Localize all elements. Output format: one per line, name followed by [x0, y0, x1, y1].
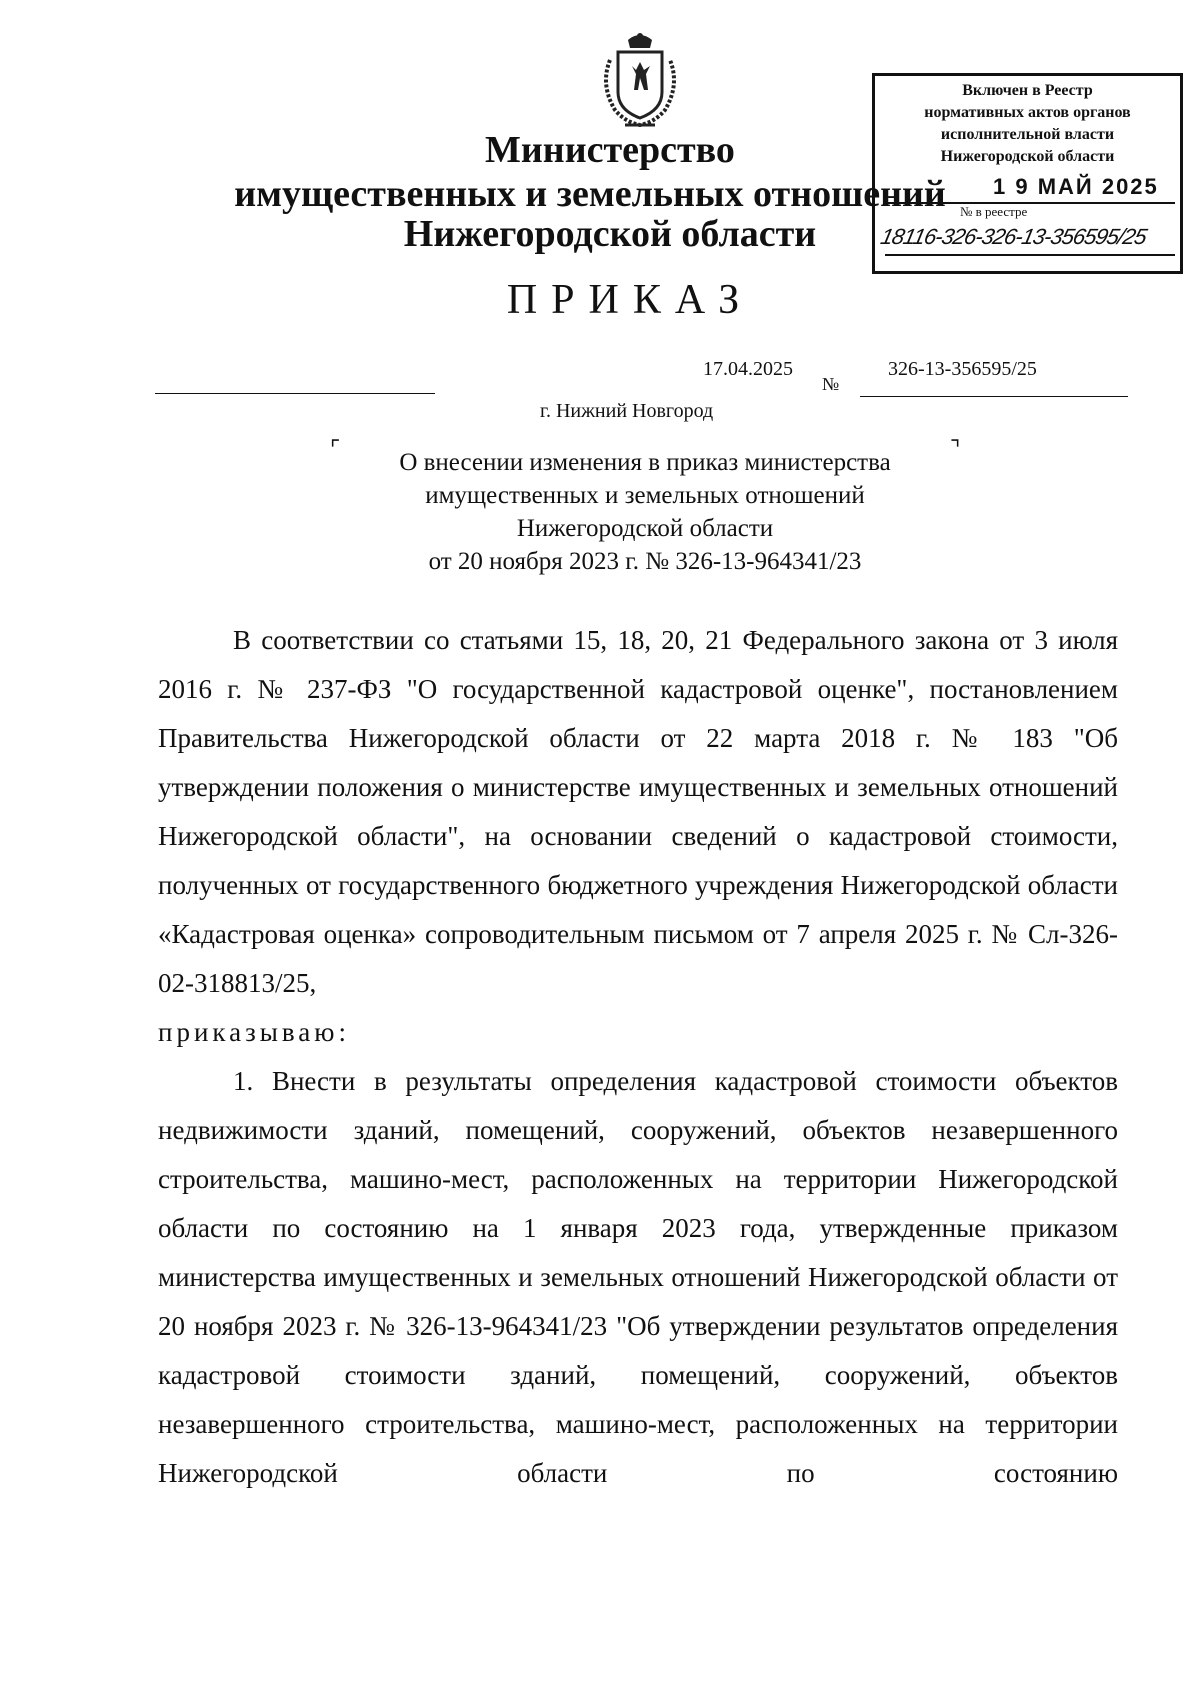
coat-of-arms-emblem	[590, 30, 690, 130]
stamp-divider	[885, 202, 1175, 204]
subject-bracket-right: ⌝	[950, 436, 961, 461]
ministry-title-line-1: Министерство	[485, 129, 735, 171]
stamp-date: 1 9 МАЙ 2025	[993, 174, 1159, 199]
subject-bracket-left: ⌜	[330, 436, 341, 461]
registry-stamp	[872, 73, 1183, 274]
date-underline	[155, 393, 435, 394]
stamp-registry-number: 18116-326-326-13-356595/25	[878, 224, 1149, 249]
document-type: ПРИКАЗ	[506, 277, 754, 323]
subject-line-3: Нижегородской области	[516, 515, 774, 542]
order-number-label: №	[822, 374, 840, 394]
subject-line-2: имущественных и земельных отношений	[425, 482, 865, 509]
order-word: приказываю:	[158, 1017, 350, 1047]
order-body	[158, 616, 1118, 1498]
ministry-title-line-3: Нижегородской области	[403, 213, 817, 255]
stamp-bottom-rule	[885, 254, 1175, 256]
stamp-line-4: Нижегородской области	[940, 148, 1115, 165]
preamble-paragraph: В соответствии со статьями 15, 18, 20, 21 Федерального закона от 3 июля 2016 г. № 237-ФЗ "О государственной кадастровой оценке", постановлением Правительства Нижегородской области от 22 марта 2018 г. № 183 "Об утверждении положения о министерстве имущественных и земельных отношений Нижегородской области", на основании сведений о кадастровой стоимости, полученных от государственного бюджетного учреждения Нижегородской области «Кадастровая оценка» сопроводительным письмом от 7 апреля 2025 г. № Сл-326-02-318813/25,	[158, 625, 1118, 998]
order-date: 17.04.2025	[703, 358, 793, 380]
stamp-line-3: исполнительной власти	[940, 126, 1115, 143]
stamp-line-1: Включен в Реестр	[962, 82, 1093, 99]
order-subject	[260, 446, 1030, 578]
city: г. Нижний Новгород	[540, 400, 714, 422]
stamp-line-2: нормативных актов органов	[924, 104, 1131, 121]
ministry-title-line-2: имущественных и земельных отношений	[234, 173, 946, 215]
order-number: 326-13-356595/25	[888, 358, 1037, 380]
stamp-registry-label: № в реестре	[960, 204, 1028, 219]
subject-line-4: от 20 ноября 2023 г. № 326-13-964341/23	[428, 548, 862, 575]
subject-line-1: О внесении изменения в приказ министерства	[399, 449, 891, 476]
number-underline	[860, 396, 1128, 397]
clause-1-paragraph: 1. Внести в результаты определения кадастровой стоимости объектов недвижимости зданий, помещений, сооружений, объектов незавершенного строительства, машино-мест, расположенных на территории Нижегородской области по состоянию на 1 января 2023 года, утвержденные приказом министерства имущественных и земельных отношений Нижегородской области от 20 ноября 2023 г. № 326-13-964341/23 "Об утверждении результатов определения кадастровой стоимости зданий, помещений, сооружений, объектов незавершенного строительства, машино-мест, расположенных на территории Нижегородской области по состоянию	[158, 1066, 1118, 1488]
